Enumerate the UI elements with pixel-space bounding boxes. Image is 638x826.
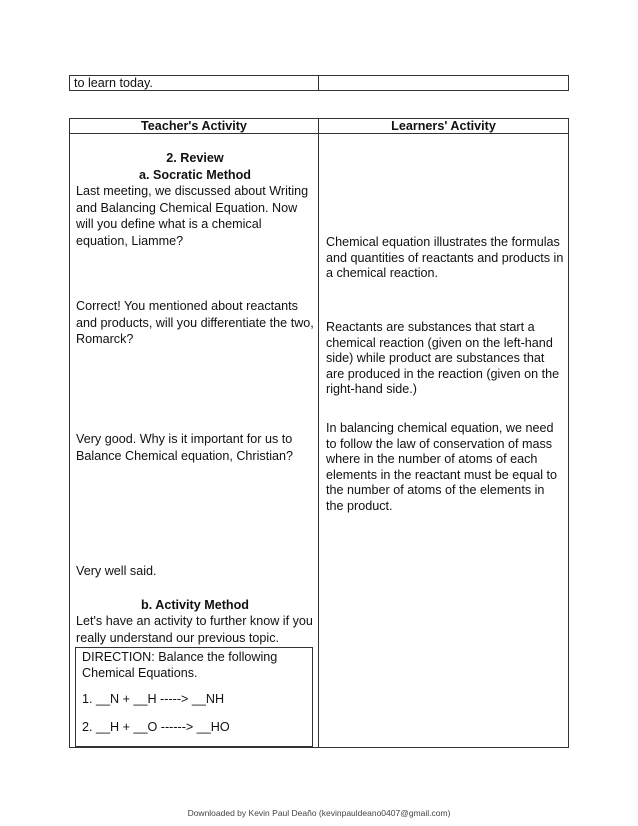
- equation-item-2: 2. __H + __O ------> __HO: [82, 720, 230, 734]
- learner-answer-3: In balancing chemical equation, we need to follow the law of conservation of mass where in the number of atoms of each elements in the reactant must be equal to the number of atoms of the elements in the product.: [326, 421, 558, 513]
- direction-text: DIRECTION: Balance the following Chemical Equations.: [82, 650, 278, 680]
- teacher-remark: Very well said.: [76, 564, 157, 578]
- learner-answer-2: Reactants are substances that start a chemical reaction (given on the left-hand side) while product are substances that are produced in the reaction (given on the right-hand side.): [326, 320, 560, 396]
- direction-box: [75, 647, 313, 747]
- column-divider: [318, 76, 319, 90]
- learner-answer-1: Chemical equation illustrates the formulas and quantities of reactants and products in a chemical reaction.: [326, 235, 564, 280]
- teacher-question-3: Very good. Why is it important for us to Balance Chemical equation, Christian?: [76, 432, 294, 463]
- teacher-activity-header: Teacher's Activity: [141, 119, 247, 133]
- teacher-activity-intro: Let's have an activity to further know if you really understand our previous topic.: [76, 614, 313, 645]
- objective-text: to learn today.: [74, 76, 153, 90]
- teacher-question-2: Correct! You mentioned about reactants and products, will you differentiate the two, Romarck?: [76, 299, 314, 346]
- download-footer: Downloaded by Kevin Paul Deaño (kevinpauldeano0407@gmail.com): [187, 808, 451, 818]
- activity-table: [69, 118, 569, 748]
- column-divider: [318, 119, 319, 747]
- teacher-question-1: Last meeting, we discussed about Writing and Balancing Chemical Equation. Now will you define what is a chemical equation, Liamme?: [76, 184, 309, 248]
- socratic-method-heading: a. Socratic Method: [139, 168, 251, 182]
- review-heading: 2. Review: [166, 151, 224, 165]
- learner-activity-header: Learners' Activity: [391, 119, 496, 133]
- objectives-table-tail: [69, 75, 569, 91]
- activity-method-heading: b. Activity Method: [141, 598, 249, 612]
- equation-item-1: 1. __N + __H -----> __NH: [82, 692, 225, 706]
